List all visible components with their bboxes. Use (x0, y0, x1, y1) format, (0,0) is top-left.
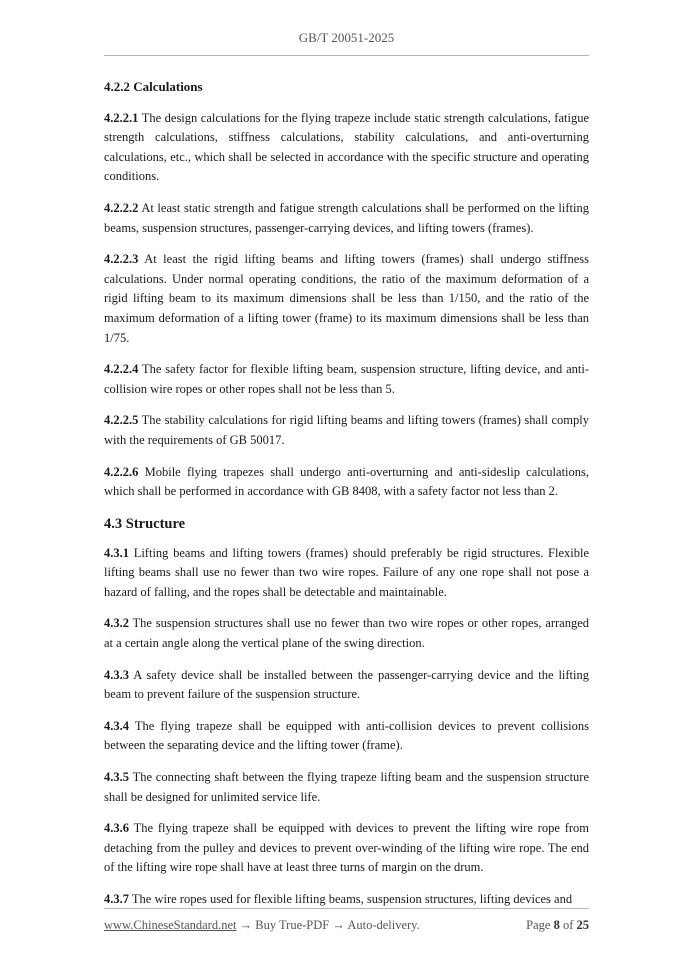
site-link[interactable]: www.ChineseStandard.net (104, 918, 237, 932)
page-number: 8 (553, 918, 560, 932)
clause-4-3-5 (104, 768, 589, 807)
clause-number: 4.2.2.4 (104, 362, 139, 377)
clause-number: 4.3.7 (104, 892, 129, 906)
arrow-right-icon: → (332, 918, 345, 932)
clause-4-2-2-6 (104, 463, 589, 502)
page-header (0, 30, 693, 46)
clause-number: 4.3.5 (104, 770, 129, 785)
section-heading-4-2-2: 4.2.2 Calculations (104, 79, 203, 94)
clause-text: The flying trapeze shall be equipped with devices to prevent the lifting wire rope from detaching from the pulley and devices to prevent over-winding of the lifting wire rope. The end of the lifting wire rope shall have at least three turns of margin on the drum. (104, 821, 589, 875)
clause-text: The wire ropes used for flexible lifting beams, suspension structures, lifting devices and (131, 892, 573, 906)
clause-text: The safety factor for flexible lifting beam, suspension structure, lifting device, and anti-collision wire ropes or other ropes shall not be less than 5. (104, 362, 589, 396)
clause-number: 4.3.1 (104, 545, 129, 560)
delivery-text: Auto-delivery. (347, 918, 420, 932)
clause-text: The suspension structures shall use no fewer than two wire ropes or other ropes, arranged at a certain angle along the vertical plane of the swing direction. (104, 616, 589, 651)
clause-text: Lifting beams and lifting towers (frames) should preferably be rigid structures. Flexible lifting beams shall use no fewer than two wire ropes. Failure of any one rope shall not pose a hazard of falling, and the ropes shall be detectable and maintainable. (104, 545, 590, 599)
clause-number: 4.3.2 (104, 616, 129, 631)
clause-4-2-2-2 (104, 199, 589, 238)
clause-number: 4.3.6 (104, 821, 129, 836)
of-word: of (562, 918, 574, 932)
footer-promo (104, 918, 420, 933)
clause-4-3-3 (104, 666, 589, 705)
clause-4-3-2 (104, 614, 589, 653)
clause-number: 4.2.2.3 (104, 252, 139, 267)
page-footer (104, 918, 589, 933)
page-content (104, 77, 589, 922)
clause-4-2-2-4 (104, 360, 589, 399)
buy-pdf-text: Buy True-PDF (255, 918, 330, 932)
page-indicator (526, 918, 589, 933)
clause-text: At least static strength and fatigue strength calculations shall be performed on the lifting beams, suspension structures, passenger-carrying devices, and lifting towers (frames). (104, 200, 589, 235)
clause-text: Mobile flying trapezes shall undergo anti-overturning and anti-sideslip calculations, which shall be performed in accordance with GB 8408, with a safety factor not less than 2. (104, 464, 590, 499)
clause-number: 4.2.2.2 (104, 200, 139, 215)
page-total: 25 (576, 918, 589, 932)
clause-text: The design calculations for the flying trapeze include static strength calculations, fatigue strength calculations, stiffness calculations, stability calculations, and anti-overturning calculations, etc., which shall be selected in accordance with the specific structure and operating conditions. (104, 110, 589, 184)
section-heading-4-3: 4.3 Structure (104, 515, 186, 532)
clause-text: The flying trapeze shall be equipped with anti-collision devices to prevent collisions between the separating device and the lifting tower (frame). (104, 718, 589, 753)
clause-4-2-2-5 (104, 411, 589, 450)
clause-4-3-6 (104, 819, 589, 878)
clause-text: A safety device shall be installed between the passenger-carrying device and the lifting beam to prevent failure of the suspension structure. (104, 667, 590, 702)
page-word: Page (526, 918, 551, 932)
clause-number: 4.3.3 (104, 667, 129, 682)
footer-divider (104, 908, 589, 909)
clause-text: The connecting shaft between the flying trapeze lifting beam and the suspension structure shall be designed for unlimited service life. (104, 770, 590, 804)
clause-4-3-7 (104, 890, 589, 910)
clause-4-2-2-3 (104, 250, 589, 348)
header-divider (104, 55, 589, 56)
arrow-right-icon: → (239, 918, 253, 932)
clause-text: The stability calculations for rigid lifting beams and lifting towers (frames) shall comply with the requirements of GB 50017. (104, 413, 589, 447)
clause-4-3-1 (104, 544, 589, 603)
clause-4-2-2-1 (104, 109, 589, 187)
document-code: GB/T 20051-2025 (298, 30, 395, 45)
clause-number: 4.3.4 (104, 718, 129, 733)
clause-number: 4.2.2.6 (104, 464, 139, 479)
clause-number: 4.2.2.1 (104, 110, 139, 125)
clause-4-3-4 (104, 717, 589, 756)
clause-number: 4.2.2.5 (104, 413, 139, 428)
clause-text: At least the rigid lifting beams and lifting towers (frames) shall undergo stiffness calculations. Under normal operating conditions, the ratio of the maximum deformation of a rigid lifting beam to its maximum dimensions shall be less than 1/150, and the ratio of the maximum deformation of a lifting tower (frame) to its maximum dimensions shall be less than 1/75. (104, 252, 589, 345)
